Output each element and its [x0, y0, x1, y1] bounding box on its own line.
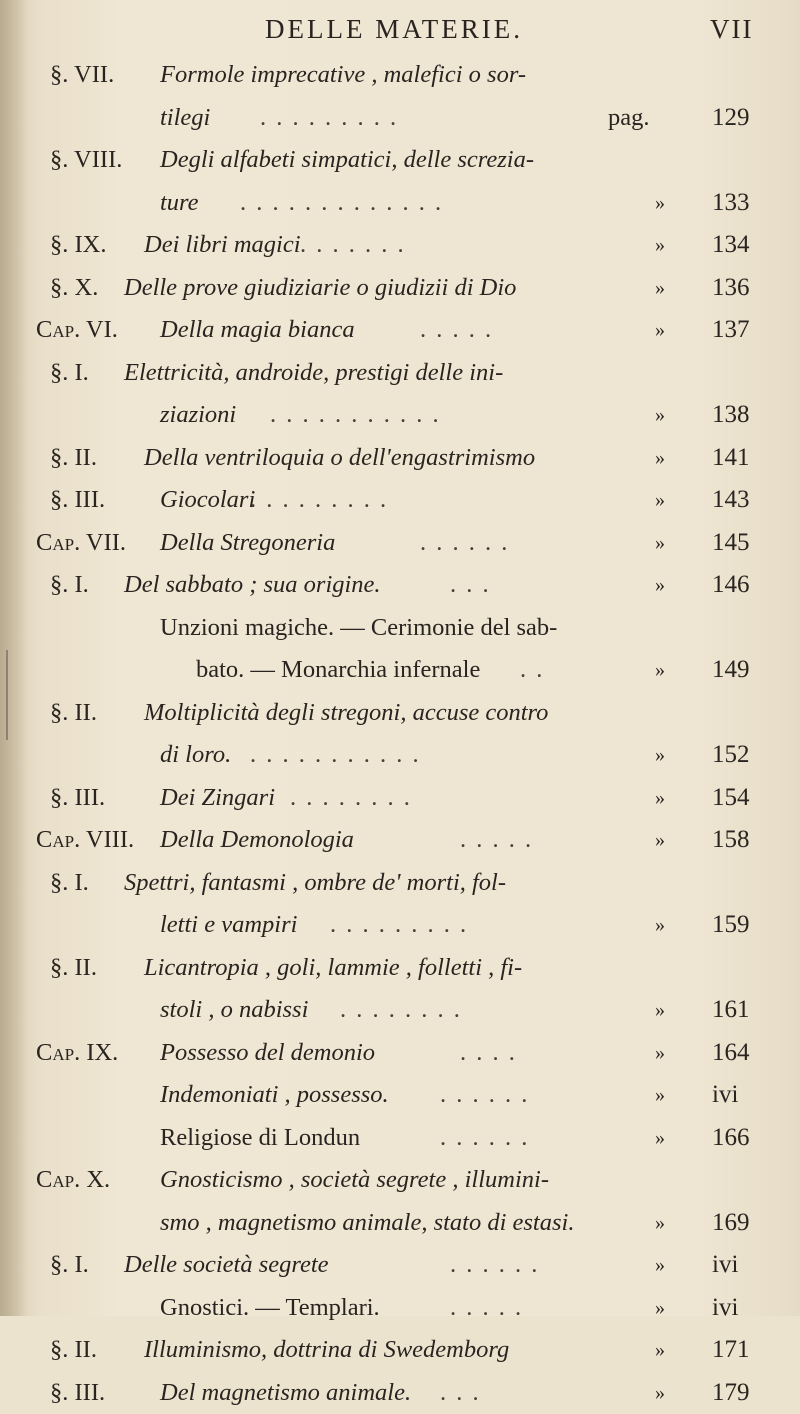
- entry-title: Del magnetismo animale.: [160, 1372, 411, 1414]
- page-number: 161: [712, 989, 750, 1032]
- page-number: 145: [712, 522, 750, 565]
- dot-leader: . . . . . . . . . . .: [250, 734, 421, 777]
- dot-leader: . . . . . . . . .: [330, 904, 468, 947]
- ditto-mark: »: [655, 1329, 665, 1372]
- entry-title: Dei Zingari: [160, 777, 275, 820]
- ditto-mark: »: [655, 479, 665, 522]
- entry-title: bato. — Monarchia infernale: [196, 649, 480, 692]
- toc-entry: [0, 1159, 800, 1202]
- entry-title: Moltiplicità degli stregoni, accuse contro: [144, 692, 548, 735]
- running-title: DELLE MATERIE.: [265, 14, 523, 45]
- toc-entry: [0, 522, 800, 565]
- ditto-mark: »: [655, 904, 665, 947]
- toc-entry: [0, 54, 800, 97]
- section-number: §. II.: [50, 437, 97, 480]
- dot-leader: . . . . . . .: [300, 224, 406, 267]
- entry-title: Formole imprecative , malefici o sor-: [160, 54, 526, 97]
- entry-title: Della Stregoneria: [160, 522, 335, 565]
- section-number: §. II.: [50, 1329, 97, 1372]
- entry-title: Dei libri magici: [144, 224, 301, 267]
- dot-leader: . . . . . . . . . . .: [270, 394, 441, 437]
- page-number: 146: [712, 564, 750, 607]
- toc-entry: [0, 224, 800, 267]
- toc-entry: [0, 1032, 800, 1075]
- section-number: §. I.: [50, 1244, 89, 1287]
- entry-title: Elettricità, androide, prestigi delle ini-: [124, 352, 503, 395]
- chapter-number: Cap. IX.: [36, 1032, 118, 1075]
- ditto-mark: »: [655, 1287, 665, 1330]
- ditto-mark: »: [655, 182, 665, 225]
- entry-title: Spettri, fantasmi , ombre de' morti, fol-: [124, 862, 506, 905]
- toc-entry: [0, 607, 800, 650]
- page-number: 129: [712, 97, 750, 140]
- dot-leader: . . . . . . . . .: [250, 479, 388, 522]
- toc-entry: [0, 479, 800, 522]
- entry-title: ture: [160, 182, 199, 225]
- page-roman-numeral: VII: [710, 14, 753, 45]
- entry-title: Gnosticismo , società segrete , illumini-: [160, 1159, 549, 1202]
- running-header: [0, 14, 800, 54]
- page-number: 141: [712, 437, 750, 480]
- toc-entry: [0, 182, 800, 225]
- entry-title: Unzioni magiche. — Cerimonie del sab-: [160, 607, 557, 650]
- dot-leader: . . . . . .: [420, 522, 509, 565]
- ditto-mark: »: [655, 1032, 665, 1075]
- dot-leader: . . . . . . . . .: [260, 97, 398, 140]
- page-number: 154: [712, 777, 750, 820]
- chapter-number: Cap. VIII.: [36, 819, 134, 862]
- table-of-contents: [0, 54, 800, 1414]
- ditto-mark: »: [655, 1202, 665, 1245]
- entry-title: Religiose di Londun: [160, 1117, 360, 1160]
- page-number: ivi: [712, 1244, 738, 1287]
- dot-leader: . . . . . .: [440, 1074, 529, 1117]
- toc-entry: [0, 1074, 800, 1117]
- toc-entry: [0, 692, 800, 735]
- section-number: §. VIII.: [50, 139, 122, 182]
- toc-entry: [0, 564, 800, 607]
- section-number: §. IX.: [50, 224, 106, 267]
- toc-entry: [0, 1117, 800, 1160]
- entry-title: stoli , o nabissi: [160, 989, 308, 1032]
- section-number: §. III.: [50, 479, 105, 522]
- pag-label: pag.: [608, 97, 650, 140]
- dot-leader: . . .: [450, 564, 491, 607]
- dot-leader: . . . . . . . . . . . . .: [240, 182, 443, 225]
- entry-title: Delle società segrete: [124, 1244, 329, 1287]
- dot-leader: . . . . .: [450, 1287, 523, 1330]
- entry-title: smo , magnetismo animale, stato di estasi.: [160, 1202, 574, 1245]
- ditto-mark: »: [655, 522, 665, 565]
- page-number: 133: [712, 182, 750, 225]
- ditto-mark: »: [655, 437, 665, 480]
- toc-entry: [0, 819, 800, 862]
- ditto-mark: »: [655, 1117, 665, 1160]
- page-number: 138: [712, 394, 750, 437]
- toc-entry: [0, 97, 800, 140]
- entry-title: Indemoniati , possesso.: [160, 1074, 389, 1117]
- ditto-mark: »: [655, 734, 665, 777]
- page-number: 137: [712, 309, 750, 352]
- ditto-mark: »: [655, 1372, 665, 1414]
- dot-leader: . . . . . . . .: [290, 777, 412, 820]
- ditto-mark: »: [655, 224, 665, 267]
- dot-leader: . . . . . .: [450, 1244, 539, 1287]
- page-number: 149: [712, 649, 750, 692]
- ditto-mark: »: [655, 564, 665, 607]
- page-number: 166: [712, 1117, 750, 1160]
- entry-title: Del sabbato ; sua origine.: [124, 564, 381, 607]
- ditto-mark: »: [655, 649, 665, 692]
- section-number: §. II.: [50, 692, 97, 735]
- entry-title: Delle prove giudiziarie o giudizii di Dio: [124, 267, 516, 310]
- section-number: §. I.: [50, 862, 89, 905]
- ditto-mark: »: [655, 1244, 665, 1287]
- dot-leader: . . . . . . . .: [340, 989, 462, 1032]
- entry-title: Licantropia , goli, lammie , folletti , fi-: [144, 947, 522, 990]
- entry-title: letti e vampiri: [160, 904, 297, 947]
- toc-entry: [0, 777, 800, 820]
- toc-entry: [0, 1287, 800, 1330]
- entry-title: Giocolari: [160, 479, 255, 522]
- dot-leader: . . .: [440, 1372, 481, 1414]
- entry-title: Gnostici. — Templari.: [160, 1287, 380, 1330]
- dot-leader: . . . . . .: [440, 1117, 529, 1160]
- toc-entry: [0, 352, 800, 395]
- toc-entry: [0, 309, 800, 352]
- toc-entry: [0, 437, 800, 480]
- section-number: §. I.: [50, 352, 89, 395]
- chapter-number: Cap. X.: [36, 1159, 110, 1202]
- ditto-mark: »: [655, 777, 665, 820]
- page-number: ivi: [712, 1074, 738, 1117]
- toc-entry: [0, 862, 800, 905]
- page-number: 171: [712, 1329, 750, 1372]
- entry-title: Illuminismo, dottrina di Swedemborg: [144, 1329, 509, 1372]
- page-number: 169: [712, 1202, 750, 1245]
- ditto-mark: »: [655, 1074, 665, 1117]
- page-number: 136: [712, 267, 750, 310]
- page-number: ivi: [712, 1287, 738, 1330]
- toc-entry: [0, 394, 800, 437]
- entry-title: Della Demonologia: [160, 819, 354, 862]
- toc-entry: [0, 904, 800, 947]
- entry-title: Possesso del demonio: [160, 1032, 375, 1075]
- section-number: §. III.: [50, 777, 105, 820]
- toc-entry: [0, 1329, 800, 1372]
- toc-entry: [0, 947, 800, 990]
- dot-leader: . .: [520, 649, 544, 692]
- entry-title: Della magia bianca: [160, 309, 355, 352]
- page-number: 143: [712, 479, 750, 522]
- section-number: §. VII.: [50, 54, 114, 97]
- ditto-mark: »: [655, 394, 665, 437]
- ditto-mark: »: [655, 989, 665, 1032]
- chapter-number: Cap. VII.: [36, 522, 126, 565]
- section-number: §. II.: [50, 947, 97, 990]
- ditto-mark: »: [655, 267, 665, 310]
- dot-leader: . . . . .: [460, 819, 533, 862]
- entry-title: di loro.: [160, 734, 231, 777]
- entry-title: Della ventriloquia o dell'engastrimismo: [144, 437, 535, 480]
- page-number: 152: [712, 734, 750, 777]
- page-number: 164: [712, 1032, 750, 1075]
- section-number: §. I.: [50, 564, 89, 607]
- entry-title: tilegi: [160, 97, 210, 140]
- toc-entry: [0, 267, 800, 310]
- page-number: 158: [712, 819, 750, 862]
- ditto-mark: »: [655, 309, 665, 352]
- entry-title: ziazioni: [160, 394, 236, 437]
- toc-entry: [0, 1202, 800, 1245]
- toc-entry: [0, 734, 800, 777]
- dot-leader: . . . . .: [420, 309, 493, 352]
- toc-entry: [0, 989, 800, 1032]
- toc-entry: [0, 1244, 800, 1287]
- page-number: 134: [712, 224, 750, 267]
- entry-title: Degli alfabeti simpatici, delle screzia-: [160, 139, 534, 182]
- toc-entry: [0, 649, 800, 692]
- section-number: §. III.: [50, 1372, 105, 1414]
- page-number: 159: [712, 904, 750, 947]
- toc-entry: [0, 1372, 800, 1414]
- section-number: §. X.: [50, 267, 98, 310]
- toc-entry: [0, 139, 800, 182]
- chapter-number: Cap. VI.: [36, 309, 118, 352]
- dot-leader: . . . .: [460, 1032, 517, 1075]
- ditto-mark: »: [655, 819, 665, 862]
- page-number: 179: [712, 1372, 750, 1414]
